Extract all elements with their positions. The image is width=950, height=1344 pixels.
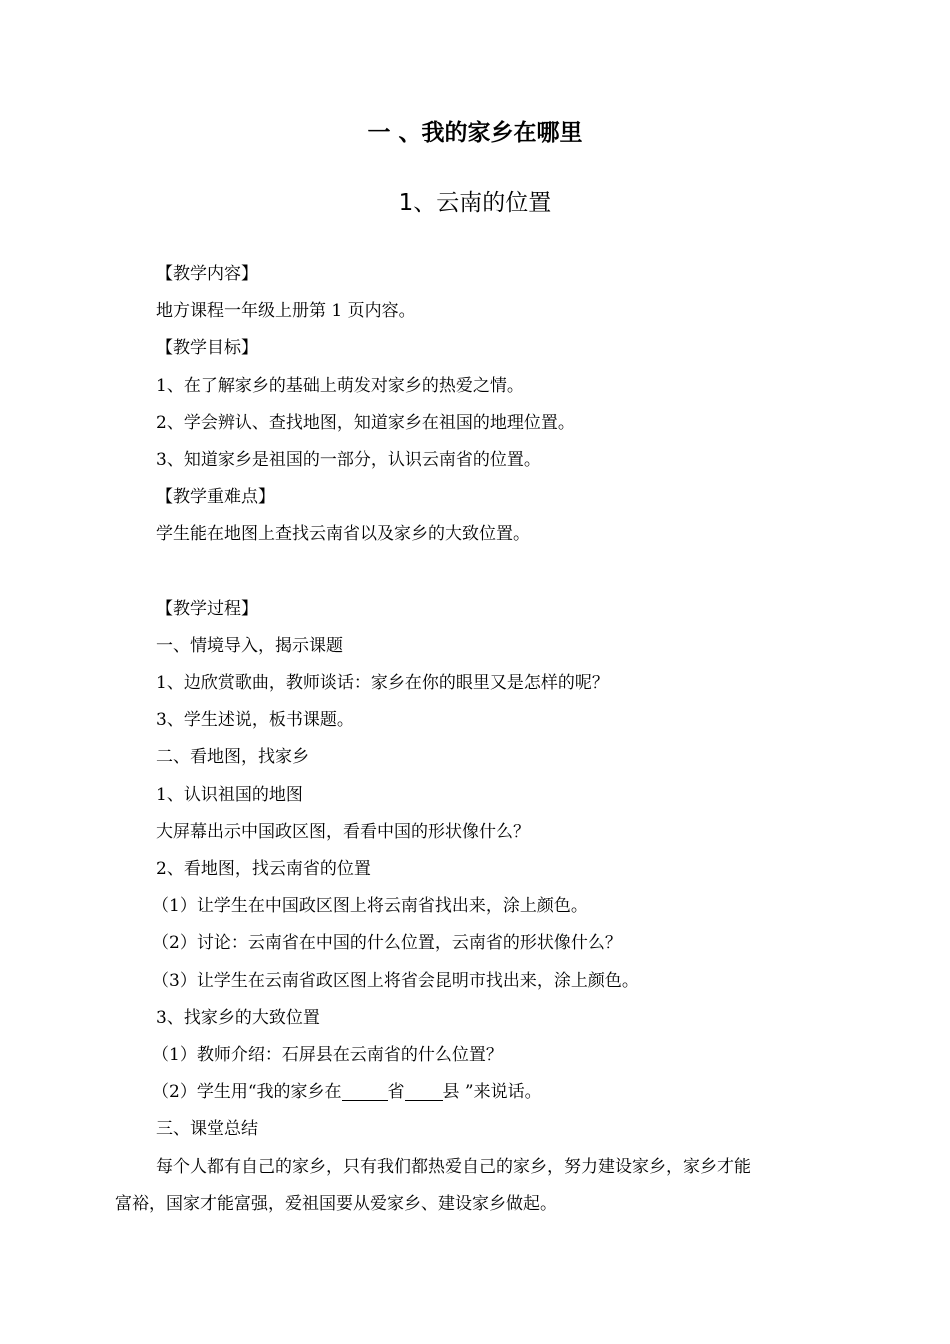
- process-step-heading: 三、课堂总结: [156, 1119, 258, 1140]
- key-point-text: 学生能在地图上查找云南省以及家乡的大致位置。: [156, 524, 530, 545]
- process-item: 2、看地图，找云南省的位置: [156, 859, 371, 879]
- goal-item: 1、在了解家乡的基础上萌发对家乡的热爱之情。: [156, 375, 524, 396]
- process-subitem: （3）让学生在云南省政区图上将省会昆明市找出来，涂上颜色。: [152, 970, 639, 991]
- process-item: 大屏幕出示中国政区图，看看中国的形状像什么？: [156, 821, 530, 842]
- section-heading-key-points: 【教学重难点】: [156, 487, 275, 508]
- process-item: 1、边欣赏歌曲，教师谈话：家乡在你的眼里又是怎样的呢？: [156, 673, 609, 694]
- blank-line: [115, 554, 835, 591]
- goal-item: 3、知道家乡是祖国的一部分，认识云南省的位置。: [156, 449, 541, 470]
- summary-text: 每个人都有自己的家乡，只有我们都热爱自己的家乡，努力建设家乡，家乡才能: [156, 1156, 751, 1177]
- fill-blank-county: [405, 1080, 443, 1101]
- process-subitem: （2）讨论：云南省在中国的什么位置，云南省的形状像什么？: [152, 933, 622, 954]
- section-heading-goals: 【教学目标】: [156, 338, 258, 359]
- fill-text-part: 县 ”来说话。: [442, 1082, 542, 1103]
- content-text: 地方课程一年级上册第 1 页内容。: [156, 301, 416, 322]
- process-subitem: （1）让学生在中国政区图上将云南省找出来，涂上颜色。: [152, 896, 588, 917]
- section-heading-content: 【教学内容】: [156, 264, 258, 284]
- chapter-title: 一 、我的家乡在哪里: [367, 120, 583, 146]
- process-step-heading: 二、看地图，找家乡: [156, 747, 309, 768]
- goal-item: 2、学会辨认、查找地图，知道家乡在祖国的地理位置。: [156, 412, 575, 433]
- lesson-title: 1、云南的位置: [398, 190, 552, 216]
- process-item: 1、认识祖国的地图: [156, 784, 303, 805]
- lesson-body: [115, 256, 835, 1223]
- process-item: 3、找家乡的大致位置: [156, 1007, 320, 1028]
- fill-text-part: （2）学生用“我的家乡在: [152, 1082, 342, 1103]
- summary-text-continued: 富裕，国家才能富强，爱祖国要从爱家乡、建设家乡做起。: [115, 1193, 557, 1214]
- fill-blank-province: [342, 1080, 388, 1101]
- process-item: 3、学生述说，板书课题。: [156, 710, 354, 731]
- process-step-heading: 一、情境导入，揭示课题: [156, 635, 343, 656]
- section-heading-process: 【教学过程】: [156, 598, 258, 619]
- process-subitem: （1）教师介绍：石屏县在云南省的什么位置？: [152, 1044, 503, 1065]
- fill-text-part: 省: [387, 1082, 405, 1103]
- process-subitem-fill-blank: [115, 1074, 835, 1111]
